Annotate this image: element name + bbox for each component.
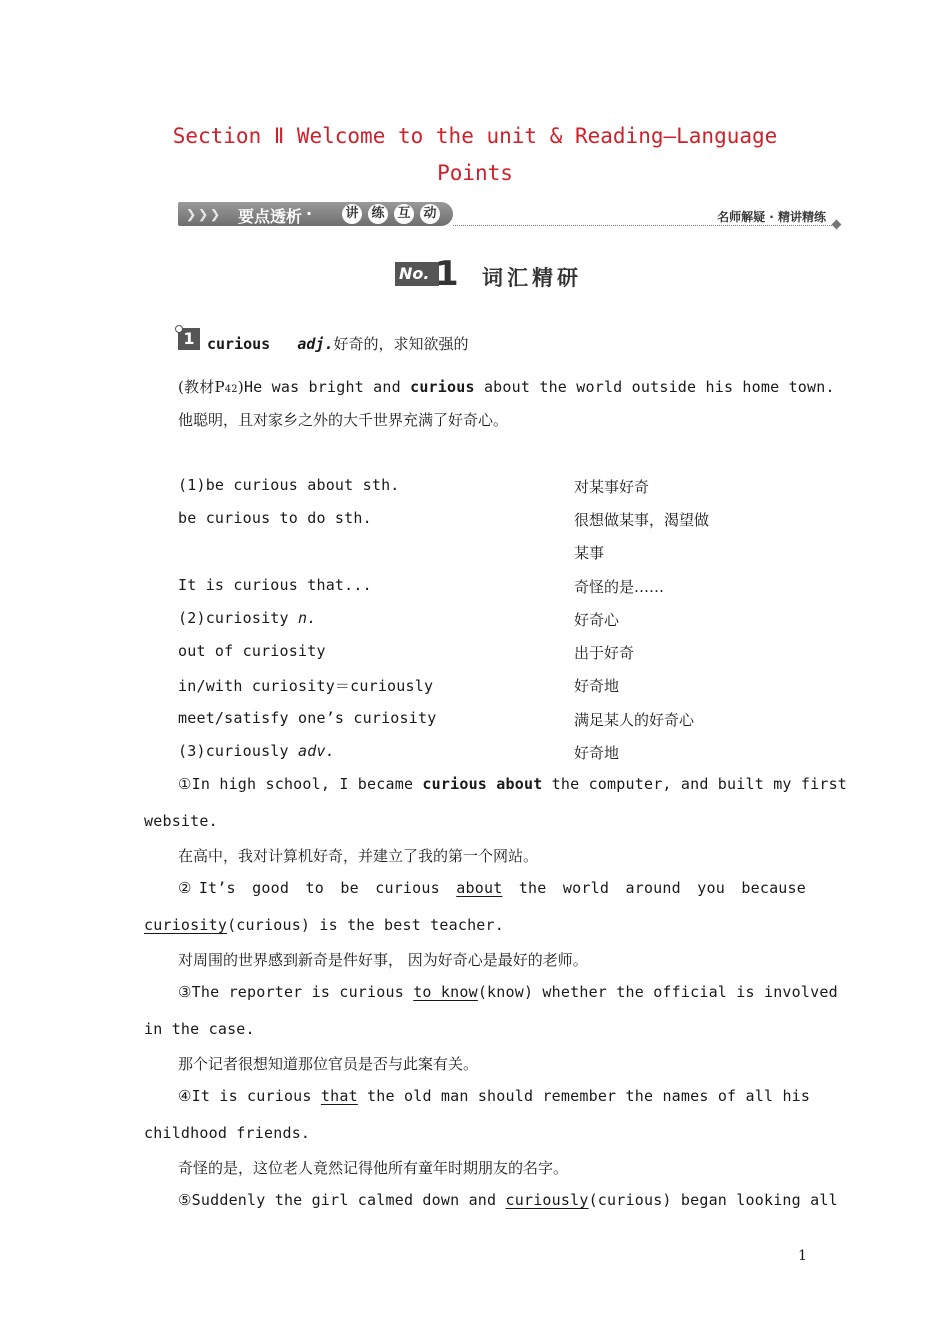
page-title: Section Ⅱ Welcome to the unit & Reading—Language xyxy=(172,124,778,148)
example-1-line-1 xyxy=(178,775,848,793)
answer-blank: to know xyxy=(413,983,478,1001)
item-number-icon xyxy=(178,328,200,350)
number-badge-label: No. xyxy=(399,264,430,283)
source-prefix: (教材P xyxy=(178,378,225,396)
section-heading: 词汇精研 xyxy=(482,266,582,290)
headword-line xyxy=(207,333,468,354)
example-text: ④It is curious xyxy=(178,1087,321,1105)
example-4-translation: 奇怪的是，这位老人竟然记得他所有童年时期朋友的名字。 xyxy=(178,1159,569,1177)
textbook-example xyxy=(178,376,835,397)
banner-right-text: 名师解疑 · 精讲精练 xyxy=(717,210,826,224)
example-keyword: curious about xyxy=(422,775,543,793)
source-page: 42 xyxy=(224,384,238,395)
part-of-speech: adj. xyxy=(297,335,334,353)
phrase-zh: 好奇地 xyxy=(574,744,620,762)
example-text: ③The reporter is curious xyxy=(178,983,414,1001)
example-keyword: curious xyxy=(410,378,475,396)
example-5-line-1 xyxy=(178,1191,838,1209)
example-text: about the world outside his home town. xyxy=(474,378,835,396)
page-title-continued: Points xyxy=(437,161,513,185)
phrase-zh: 好奇心 xyxy=(574,611,620,629)
number-badge-digit: 1 xyxy=(435,254,459,294)
phrase-en: be curious to do sth. xyxy=(178,509,372,527)
phrase-en: in/with curiosity＝curiously xyxy=(178,677,434,695)
source-suffix: ) xyxy=(237,378,244,396)
item-number-corner xyxy=(175,325,183,333)
phrase-en: (1)be curious about sth. xyxy=(178,476,400,494)
chevron-right-icon: ❯ xyxy=(198,205,209,225)
answer-blank: about xyxy=(456,879,503,897)
phrase-zh: 好奇地 xyxy=(574,677,620,695)
example-text: ⑤Suddenly the girl calmed down and xyxy=(178,1191,506,1209)
example-text: ①In high school, I became xyxy=(178,775,423,793)
example-text: the old man should remember the names of all his xyxy=(357,1087,811,1105)
headword-meaning: 好奇的，求知欲强的 xyxy=(333,335,469,353)
banner-badge: 讲 xyxy=(342,204,362,224)
banner-divider xyxy=(453,225,838,226)
example-text: the computer, and built my first xyxy=(542,775,848,793)
answer-blank: curiosity xyxy=(144,916,228,934)
example-text: ②It’s good to be curious xyxy=(178,879,457,897)
headword: curious xyxy=(207,335,271,353)
banner-badge: 互 xyxy=(394,204,414,224)
phrase-en: It is curious that... xyxy=(178,576,372,594)
phrase-zh: 出于好奇 xyxy=(574,644,635,662)
page-number: 1 xyxy=(798,1248,807,1264)
example-4-line-1 xyxy=(178,1087,811,1105)
example-3-line-1 xyxy=(178,983,838,1001)
phrase-en-text: (3)curiously xyxy=(178,742,298,760)
example-text: the world around you because xyxy=(502,879,807,897)
example-1-line-2: website. xyxy=(144,812,218,830)
phrase-pos: adv. xyxy=(298,742,335,760)
example-text: (curious) is the best teacher. xyxy=(227,916,505,934)
number-badge xyxy=(395,254,459,294)
phrase-en: out of curiosity xyxy=(178,642,326,660)
phrase-en: meet/satisfy one’s curiosity xyxy=(178,709,437,727)
banner-badge: 动 xyxy=(420,204,440,224)
example-text: (know) whether the official is involved xyxy=(477,983,838,1001)
example-text: (curious) began looking all xyxy=(588,1191,838,1209)
phrase-zh: 奇怪的是…… xyxy=(574,578,665,596)
example-2-line-1 xyxy=(178,879,806,897)
phrase-zh: 对某事好奇 xyxy=(574,478,650,496)
phrase-en xyxy=(178,742,335,760)
item-number: 1 xyxy=(183,329,195,348)
section-banner xyxy=(178,202,840,228)
example-text: He was bright and xyxy=(243,378,411,396)
answer-blank: curiously xyxy=(505,1191,589,1209)
banner-dot: · xyxy=(306,204,313,223)
chevron-right-icon: ❯ xyxy=(210,205,221,225)
diamond-icon xyxy=(832,220,842,230)
phrase-en xyxy=(178,609,316,627)
example-1-translation: 在高中，我对计算机好奇，并建立了我的第一个网站。 xyxy=(178,847,539,865)
example-3-line-2: in the case. xyxy=(144,1020,255,1038)
phrase-zh: 很想做某事，渴望做 xyxy=(574,511,710,529)
example-2-translation: 对周围的世界感到新奇是件好事， 因为好奇心是最好的老师。 xyxy=(178,951,588,969)
example-2-line-2 xyxy=(144,916,504,934)
banner-badge: 练 xyxy=(368,204,388,224)
phrase-pos: n. xyxy=(298,609,317,627)
chevron-right-icon: ❯ xyxy=(186,205,197,225)
example-4-line-2: childhood friends. xyxy=(144,1124,311,1142)
answer-blank: that xyxy=(320,1087,358,1105)
banner-label: 要点透析 xyxy=(238,207,303,226)
phrase-zh: 满足某人的好奇心 xyxy=(574,711,695,729)
phrase-zh-continued: 某事 xyxy=(574,544,605,562)
example-translation: 他聪明，且对家乡之外的大千世界充满了好奇心。 xyxy=(178,411,509,429)
phrase-en-text: (2)curiosity xyxy=(178,609,298,627)
example-3-translation: 那个记者很想知道那位官员是否与此案有关。 xyxy=(178,1055,479,1073)
